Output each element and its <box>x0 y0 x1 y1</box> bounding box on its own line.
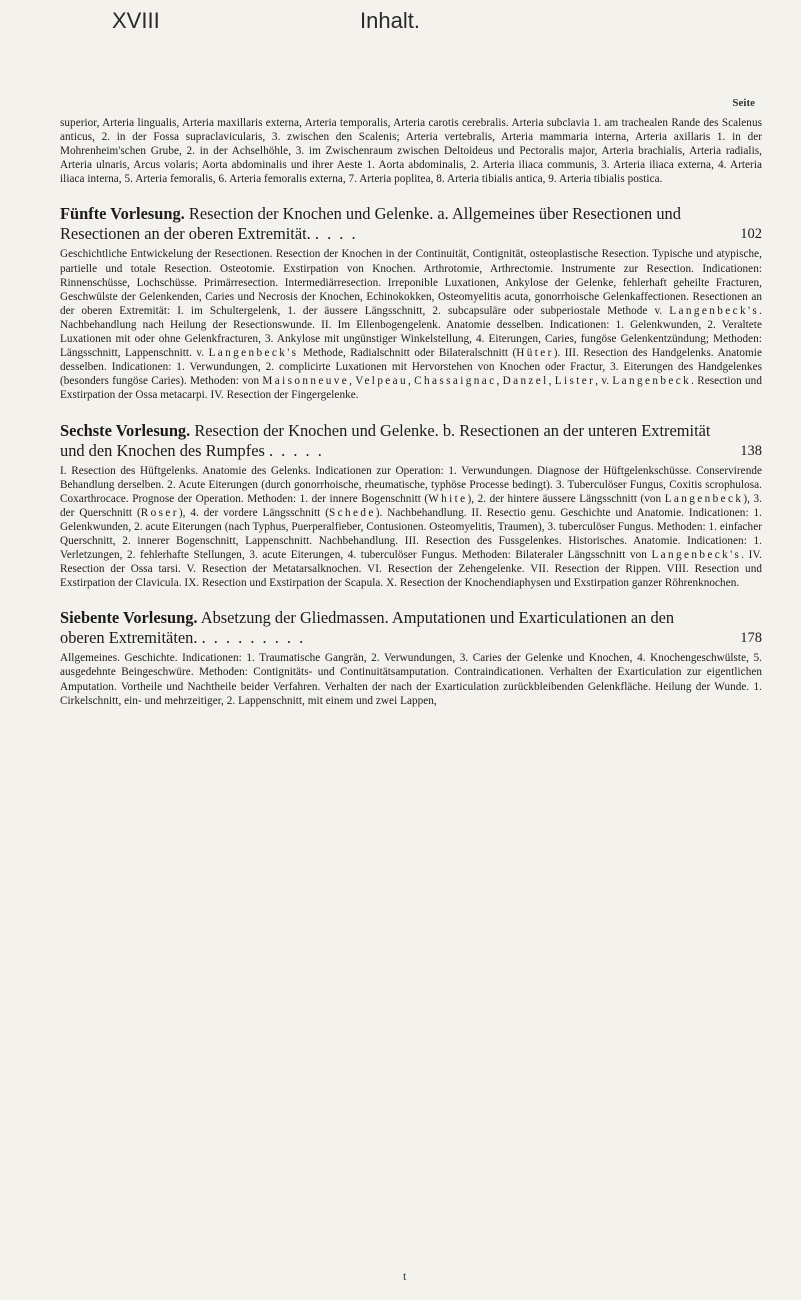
lecture-heading <box>60 421 762 461</box>
lecture-body <box>60 247 762 402</box>
body-text-run: I. Resection des Hüftgelenks. Anatomie des Gelenks. Indicationen zur Operation: 1. Verwundungen. Diagnose der Hüftgelenkschüsse. Conservirende Behandlung derselben. 2. Acute Eiterungen (durch gonorrhoische, rheumatische, typhöse Processe bedingt). 3. Tuberculöser Fungus, Coxitis scrophulosa. Coxarthrocace. Prognose der Operation. Methoden: 1. der innere Bogenschnitt ( <box>60 464 762 505</box>
spaced-name: Schede <box>329 506 376 519</box>
body-text-run: , <box>548 375 555 388</box>
body-text-run: . Resection und Exstirpation der Ossa metacarpi. IV. Resection der Fingergelenke. <box>60 375 762 402</box>
spaced-name: Maisonneuve <box>262 375 350 388</box>
lecture-page-number: 138 <box>740 442 762 459</box>
running-title: Inhalt. <box>360 8 420 33</box>
spaced-name: Hüter <box>516 347 554 360</box>
lecture-title: Resection der Knochen und Gelenke. a. Allgemeines über Resectionen und Resectionen an der oberen Extremität. <box>60 204 681 244</box>
lecture-label: Sechste Vorlesung. <box>60 420 191 440</box>
page-folio: XVIII <box>112 8 160 33</box>
dot-leaders: . . . . . . . . . <box>201 628 306 648</box>
spaced-name: Langenbeck's <box>651 549 742 562</box>
spaced-name: Langenbeck <box>664 492 744 505</box>
lecture-title: Absetzung der Gliedmassen. Amputationen und Exarticulationen an den oberen Extremitäten. <box>60 608 675 648</box>
lecture-entry <box>60 204 762 402</box>
body-text-run: , v. <box>595 375 613 388</box>
body-text-run: . IV. Resection der Ossa tarsi. V. Resection der Metatarsalknochen. VI. Resection der Zehengelenke. VII. Resection der Rippen. VIII. Resection und Exstirpation der Clavicula. IX. Resection und Exstirpation der Scapula. X. Resection der Knochendiaphysen und Exstirpation ganzer Röhrenknochen. <box>60 549 762 590</box>
lecture-page-number: 178 <box>740 630 762 647</box>
spaced-name: Velpeau <box>355 375 409 388</box>
body-text-run: , <box>349 375 356 388</box>
lecture-label: Fünfte Vorlesung. <box>60 204 185 224</box>
table-of-contents <box>60 116 762 708</box>
body-text-run: Methode, Radialschnitt oder Bilateralschnitt ( <box>298 347 517 360</box>
body-text-run: . Nachbehandlung nach Heilung der Resectionswunde. II. Im Ellenbogengelenk. Anatomie desselben. Indicationen: 1. Gelenkwunden, 2. Veraltete Luxationen mit oder ohne Gelenkfracturen, 3. Ankylose mit ungünstiger Winkelstellung, 4. Eiterungen, Caries, fungöse Gelenkentzündung; Methoden: Längsschnitt, Lappenschnitt. v. <box>60 304 762 360</box>
body-text-run: Allgemeines. Geschichte. Indicationen: 1. Traumatische Gangrän, 2. Verwundungen, 3. Caries der Gelenke und Knochen, 4. Knochengeschwülste, 5. ausgedehnte Beingeschwüre. Methoden: Contignitäts- und Continuitätsamputation. Contraindicationen. Verhalten der Exarticulation zur eigentlichen Amputation. Vortheile und Nachtheile beider Verfahren. Verhalten der nach der Exarticulation zurückbleibenden Gelenkfläche. Heilung der Wunde. 1. Cirkelschnitt, ein- und mehrzeitiger, 2. Lappenschnitt, mit einem und zwei Lappen, <box>60 652 762 707</box>
lecture-body <box>60 464 762 591</box>
spaced-name: Langenbeck <box>612 375 692 388</box>
body-text-run: ), 2. der hintere äussere Längsschnitt (von <box>467 492 665 505</box>
spaced-name: Chassaignac <box>414 375 497 388</box>
spaced-name: White <box>428 492 468 505</box>
body-text-run: , <box>496 375 503 388</box>
lecture-entry <box>60 608 762 707</box>
body-text-run: ), 3. der Querschnitt ( <box>60 492 762 519</box>
lecture-entry <box>60 421 762 591</box>
lecture-heading <box>60 608 762 648</box>
lecture-body <box>60 651 762 707</box>
lecture-heading <box>60 204 762 244</box>
spaced-name: Lister <box>554 375 596 388</box>
dot-leaders: . . . . . <box>268 440 324 460</box>
running-head <box>0 8 801 38</box>
spaced-name: Roser <box>140 506 179 519</box>
seite-column-label: Seite <box>732 97 755 109</box>
spaced-name: Langenbeck's <box>669 304 760 317</box>
body-text-run: ). III. Resection des Handgelenks. Anatomie desselben. Indicationen: 1. Verwundungen, 2. complicirte Luxationen mit Hervorstehen von Knochen oder Fractur, 3. Eiterungen des Handgelenkes (besonders fungöse Caries). Methoden: von <box>60 347 762 388</box>
spaced-name: Langenbeck's <box>208 347 299 360</box>
spaced-name: Danzel <box>502 375 549 388</box>
body-text-run: , <box>408 375 415 388</box>
body-text-run: Geschichtliche Entwickelung der Resectionen. Resection der Knochen in der Continuität, Contignität, osteoplastische Resection. Typische und atypische, partielle und totale Resection. Osteotomie. Exstirpation von Knochen. Arthrotomie, Arthrectomie. Instrumente zur Resection. Indicationen: Rinnenschüsse, Lochschüsse. Primärresection. Intermediärresection. Irreponible Luxationen, Ankylose der Gelenke, fehlerhaft geheilte Fracturen, Geschwülste der Gelenkenden, Caries und Necrosis der Knochen, Echinokokken, Osteomyelitis acuta, gonorrhoische Gelenkaffectionen. Resectionen an der oberen Extremität: I. im Schultergelenk, 1. der äussere Längsschnitt, 2. subcapsuläre oder subperiostale Methode v. <box>60 248 762 317</box>
lecture-label: Siebente Vorlesung. <box>60 608 198 628</box>
body-text-run: ), 4. der vordere Längsschnitt ( <box>178 506 330 519</box>
dot-leaders: . . . . <box>314 224 358 244</box>
intro-paragraph: superior, Arteria lingualis, Arteria maxillaris externa, Arteria temporalis, Arteria carotis cerebralis. Arteria subclavia 1. am trachealen Rande des Scalenus anticus, 2. in der Fossa supraclavicularis, 3. zwischen den Scalenis; Arteria vertebralis, Arteria mammaria interna, Arteria axillaris 1. in der Mohrenheim'schen Grube, 2. in der Achselhöhle, 3. im Zwischenraum zwischen Deltoideus und Pectoralis major, Arteria brachialis, Arteria radialis, Arteria ulnaris, Arcus volaris; Aorta abdominalis und ihrer Aeste 1. Aorta abdominalis, 2. Arteria iliaca communis, 3. Arteria iliaca externa, 4. Arteria iliaca interna, 5. Arteria femoralis, 6. Arteria femoralis externa, 7. Arteria poplitea, 8. Arteria tibialis antica, 9. Arteria tibialis postica. <box>60 117 762 186</box>
body-text-run: ). Nachbehandlung. II. Resectio genu. Geschichte und Anatomie. Indicationen: 1. Gelenkwunden, 2. acute Eiterungen (nach Typhus, Puerperalfieber, Contusionen. Osteomyelitis, Traumen), 3. tuberculöser Fungus. Methoden: 1. einfacher Querschnitt, 2. innerer Bogenschnitt, Lappenschnitt. Nachbehandlung. III. Resection des Fussgelenkes. Historisches. Anatomie. Indicationen: 1. Verletzungen, 2. fehlerhafte Stellungen, 3. acute Eiterungen, 4. tuberculöser Fungus. Methoden: Bilateraler Längsschnitt von <box>60 506 762 562</box>
lecture-page-number: 102 <box>740 226 762 243</box>
lecture-title: Resection der Knochen und Gelenke. b. Resectionen an der unteren Extremität und den Knochen des Rumpfes <box>60 420 711 460</box>
signature-mark: t <box>403 1269 407 1283</box>
